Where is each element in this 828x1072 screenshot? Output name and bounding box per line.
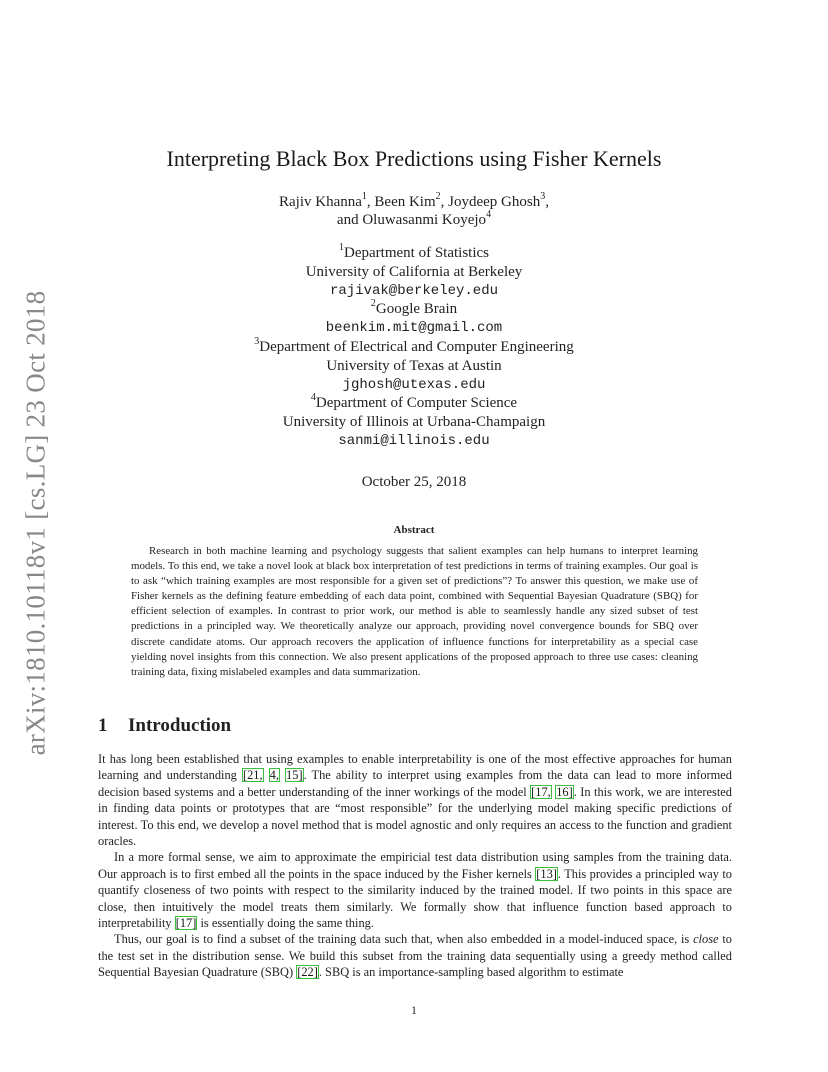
citation-link[interactable]: [13]: [536, 866, 557, 881]
affiliation-dept-name: Google Brain: [375, 301, 458, 318]
affiliation-dept: [0, 244, 828, 263]
abstract-text: Research in both machine learning and psychology suggests that salient examples can help humans to interpret learning models. To this end, we take a novel look at black box interpretation of test predictions in terms of training examples. Our goal is to ask “which training examples are most responsible for a given set of predictions”? To answer this question, we make use of Fisher kernels as the defining feature embedding of each data point, combined with Sequential Bayesian Quadrature (SBQ) for efficient selection of examples. In contrast to prior work, our method is able to seamlessly handle any sized subset of test predictions in a principled way. We theoretically analyze our approach, providing novel convergence bounds for SBQ over discrete candidate atoms. Our approach recovers the application of influence functions for interpretability as a special case yielding novel insights from this connection. We also present applications of the proposed approach to three use cases: cleaning training data, fixing mislabeled examples and data summarization.: [131, 545, 698, 678]
paper-title: Interpreting Black Box Predictions using Fisher Kernels: [166, 146, 662, 171]
arxiv-identifier: arXiv:1810.10118v1 [cs.LG] 23 Oct 2018: [20, 290, 51, 756]
text-run: to the test set in the distribution sense. We build this subset from the training data sequentially using a greedy method called Sequential Bayesian Quadrature (SBQ): [98, 932, 732, 980]
affiliation-dept: [0, 335, 828, 357]
author-name: Rajiv Khanna: [279, 194, 362, 210]
author-name: Been Kim: [374, 194, 436, 210]
author-sup: 2: [435, 191, 441, 202]
citation-link[interactable]: 4,: [269, 768, 279, 783]
citation-link[interactable]: 16]: [556, 784, 573, 799]
text-run: . The ability to interpret using examples from the data can lead to more informed decision based systems and a better understanding of the inner workings of the model: [98, 768, 732, 799]
affiliation-org: University of Illinois at Urbana-Champaign: [282, 414, 546, 431]
citation-link[interactable]: [17,: [531, 784, 551, 799]
page-number: 1: [411, 1003, 417, 1017]
author-sup: 4: [486, 209, 492, 220]
citation-link[interactable]: 15]: [286, 768, 303, 783]
affiliation-sup: 3: [254, 335, 260, 347]
paragraph: [98, 849, 732, 931]
text-run: is essentially doing the same thing.: [197, 916, 374, 931]
text-run: It has long been established that using examples to enable interpretability is one of the most effective approaches for human learning and understanding: [98, 752, 732, 783]
text-run: . SBQ is an importance-sampling based algorithm to estimate: [318, 965, 624, 980]
section-title: Introduction: [128, 715, 232, 736]
author-name: Joydeep Ghosh: [448, 194, 541, 210]
author-list: [0, 193, 828, 229]
section-heading: [98, 715, 231, 737]
emphasis: close: [693, 932, 719, 947]
paragraph: [98, 931, 732, 980]
affiliation-email: jghosh@utexas.edu: [342, 376, 486, 393]
paragraph: [98, 751, 732, 849]
affiliation-dept-name: Department of Statistics: [344, 245, 489, 261]
section-number: 1: [98, 715, 108, 736]
author-name: and Oluwasanmi Koyejo: [336, 212, 487, 228]
body-text: [98, 751, 732, 981]
paper-date: October 25, 2018: [361, 474, 467, 490]
affiliation-sup: 1: [339, 242, 345, 253]
text-run: . This provides a principled way to quantify closeness of two points with respect to the similarity induced by the trained model. If two points in this space are close, then intuitively the model treats them similarly. We formally show that influence function based approach to interpretability: [98, 866, 732, 931]
citation-link[interactable]: [21,: [242, 768, 263, 783]
citation-link[interactable]: [17]: [175, 916, 197, 931]
text-run: . In this work, we are interested in finding data points or prototypes that are “most responsible” for the underlying model making specific predictions of interest. To this end, we develop a novel method that is model agnostic and only requires an access to the function and gradient oracles.: [98, 784, 732, 849]
affiliation-block: [0, 244, 828, 451]
affiliation-dept-name: Department of Electrical and Computer Engineering: [259, 338, 574, 355]
author-sup: 3: [540, 191, 546, 202]
affiliation-sup: 4: [310, 392, 316, 404]
citation-link[interactable]: [22]: [297, 965, 318, 980]
text-run: In a more formal sense, we aim to approximate the empiricial test data distribution using samples from the training data. Our approach is to first embed all the points in the space induced by the Fisher kernels: [98, 850, 732, 881]
affiliation-sup: 2: [370, 298, 376, 310]
affiliation-dept-name: Department of Computer Science: [315, 395, 518, 412]
abstract-heading: Abstract: [393, 524, 435, 536]
affiliation-email: beenkim.mit@gmail.com: [325, 320, 503, 337]
text-run: Thus, our goal is to find a subset of the training data such that, when also embedded in a model-induced space, is: [114, 932, 694, 947]
author-line-2: [0, 211, 828, 229]
author-sup: 1: [361, 191, 367, 202]
affiliation-org: University of California at Berkeley: [305, 263, 523, 280]
affiliation-email: sanmi@illinois.edu: [338, 432, 490, 449]
affiliation-org: University of Texas at Austin: [326, 357, 502, 374]
affiliation-email: rajivak@berkeley.edu: [329, 282, 499, 299]
affiliation-dept: [0, 300, 828, 319]
affiliation-dept: [0, 394, 828, 413]
author-line-1: Rajiv Khanna$^1$, Been Kim$^2$, Joydeep Ghosh$^3$,: [279, 191, 549, 210]
